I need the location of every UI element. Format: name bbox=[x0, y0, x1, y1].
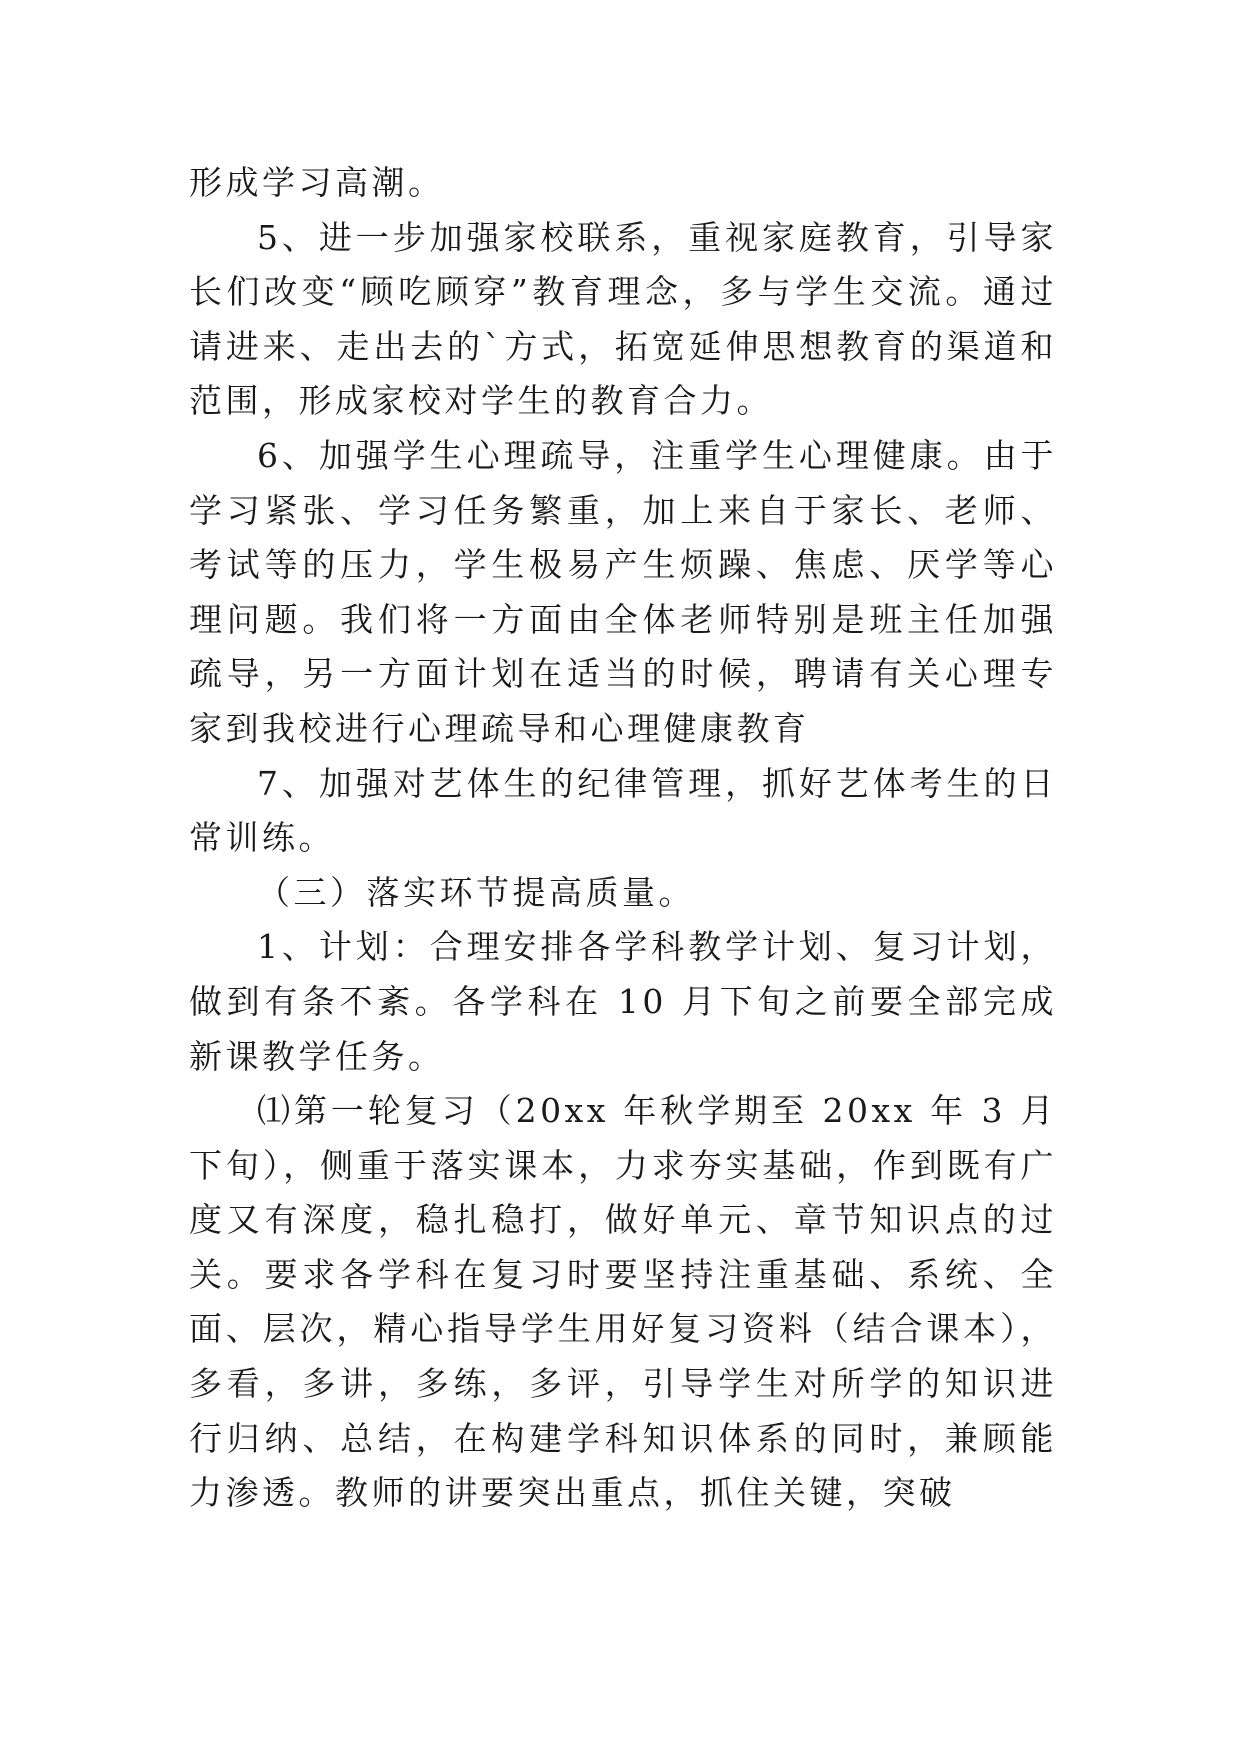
paragraph-continuation: 形成学习高潮。 bbox=[189, 163, 445, 202]
paragraph-first-review: ⑴第一轮复习（20xx 年秋学期至 20xx 年 3 月下旬），侧重于落实课本，力求夯实基础，作到既有广度又有深度，稳扎稳打，做好单元、章节知识点的过关。要求各学科在复习时要坚持注重基础、系统、全面、层次，精心指导学生用好复习资料（结合课本），多看，多讲，多练，多评，引导学生对所学的知识进行归纳、总结，在构建学科知识体系的同时，兼顾能力渗透。教师的讲要突出重点，抓住关键，突破 bbox=[189, 1091, 1057, 1513]
paragraph-item-7: 7、加强对艺体生的纪律管理，抓好艺体考生的日常训练。 bbox=[189, 763, 1057, 858]
section-heading-3: （三）落实环节提高质量。 bbox=[257, 872, 695, 912]
paragraph-item-6: 6、加强学生心理疏导，注重学生心理健康。由于学习紧张、学习任务繁重，加上来自于家长、老师、考试等的压力，学生极易产生烦躁、焦虑、厌学等心理问题。我们将一方面由全体老师特别是班主任加强疏导，另一方面计划在适当的时候，聘请有关心理专家到我校进行心理疏导和心理健康教育 bbox=[189, 435, 1057, 748]
paragraph-plan-1: 1、计划：合理安排各学科教学计划、复习计划，做到有条不紊。各学科在 10 月下旬之前要全部完成新课教学任务。 bbox=[189, 927, 1057, 1076]
document-body bbox=[189, 156, 1057, 1521]
paragraph-item-5: 5、进一步加强家校联系，重视家庭教育，引导家长们改变“顾吃顾穿”教育理念，多与学生交流。通过请进来、走出去的`方式，拓宽延伸思想教育的渠道和范围，形成家校对学生的教育合力。 bbox=[189, 217, 1057, 421]
